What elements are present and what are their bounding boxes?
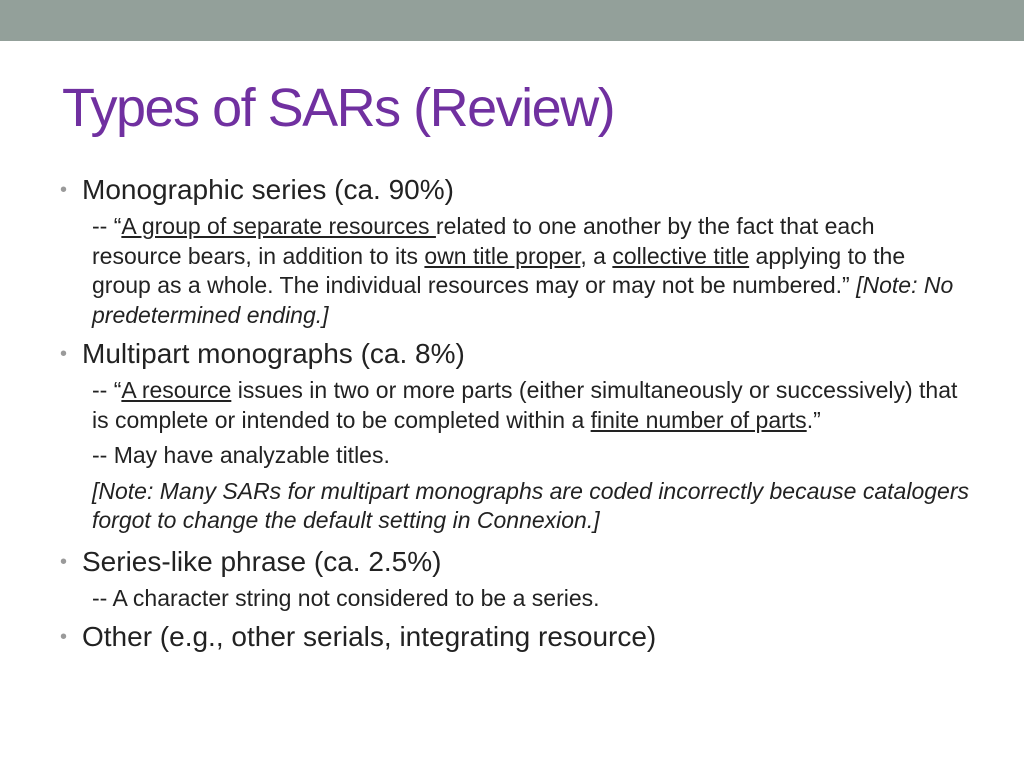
bullet-other (60, 619, 970, 655)
definition-monographic-series (92, 212, 970, 330)
definition-multipart-monographs (92, 376, 970, 435)
text-run: -- “ (92, 377, 122, 403)
italic-note: [Note: No predetermined ending.] (92, 272, 954, 328)
bullet-heading: Other (e.g., other serials, integrating resource) (82, 621, 657, 652)
top-bar (0, 0, 1024, 41)
underlined-term: collective title (612, 242, 750, 269)
bullet-monographic-series (60, 172, 970, 208)
definition-series-like-phrase: -- A character string not considered to be a series. (92, 584, 600, 611)
bullet-icon: • (60, 550, 68, 573)
underlined-term: A group of separate resources (121, 213, 436, 239)
underlined-term: own title proper (424, 242, 581, 269)
bullet-series-like-phrase (60, 544, 970, 580)
bullet-icon: • (60, 343, 68, 365)
underlined-term: finite number of parts (590, 406, 807, 433)
text-run: , a (580, 242, 613, 269)
bullet-heading: Monographic series (ca. 90%) (82, 174, 454, 205)
text-run: issues in two or more parts (either simultaneously or successively) that is complete or intended to be completed within a (92, 377, 958, 433)
bullet-heading: Multipart monographs (ca. 8%) (82, 338, 465, 369)
text-run: applying to the group as a whole. The individual resources may or may not be numbered.” (92, 242, 906, 298)
bullet-icon: • (60, 179, 68, 201)
text-run: -- “ (92, 213, 122, 239)
slide-content (60, 172, 970, 659)
bullet-heading: Series-like phrase (ca. 2.5%) (82, 545, 442, 577)
slide-title: Types of SARs (Review) (62, 78, 615, 138)
text-run: related to one another by the fact that each resource bears, in addition to its (92, 213, 875, 269)
analyzable-titles-note: -- May have analyzable titles. (92, 442, 390, 468)
bullet-icon: • (60, 626, 68, 648)
connexion-note: [Note: Many SARs for multipart monographs are coded incorrectly because catalogers forgot to change the default setting in Connexion.] (92, 477, 969, 533)
bullet-multipart-monographs (60, 336, 970, 372)
underlined-term: A resource (121, 377, 232, 403)
text-run: .” (806, 406, 821, 433)
